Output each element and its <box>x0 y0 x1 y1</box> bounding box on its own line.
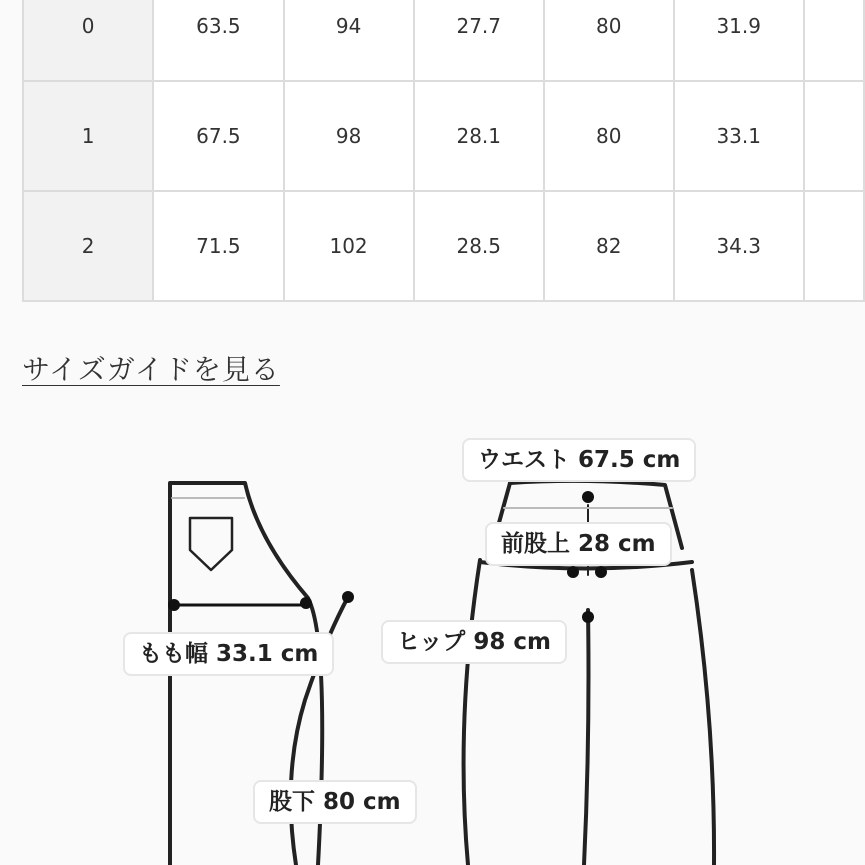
table-cell: 63.5 <box>153 0 283 81</box>
table-row <box>23 191 864 301</box>
table-cell: 27.7 <box>414 0 544 81</box>
table-cell: 94 <box>284 0 414 81</box>
table-row <box>23 81 864 191</box>
table-cell: 98 <box>284 81 414 191</box>
table-cell: 34.3 <box>674 191 804 301</box>
table-cell: 80 <box>544 81 674 191</box>
waist-measurement-label: ウエスト 67.5 cm <box>462 438 696 482</box>
size-cell: 1 <box>23 81 153 191</box>
table-cell: 28.5 <box>414 191 544 301</box>
table-cell: 67.5 <box>153 81 283 191</box>
size-table <box>22 0 865 302</box>
table-cell: 102 <box>284 191 414 301</box>
size-cell: 0 <box>23 0 153 81</box>
inseam-measurement-label: 股下 80 cm <box>253 780 417 824</box>
table-cell <box>804 81 864 191</box>
table-cell: 33.1 <box>674 81 804 191</box>
table-cell <box>804 0 864 81</box>
hip-measurement-label: ヒップ 98 cm <box>381 620 567 664</box>
pants-measurement-illustration <box>0 395 865 865</box>
table-cell: 80 <box>544 0 674 81</box>
front-rise-measurement-label: 前股上 28 cm <box>485 522 672 566</box>
table-cell: 71.5 <box>153 191 283 301</box>
size-guide-link[interactable]: サイズガイドを見る <box>22 353 280 386</box>
thigh-measurement-label: もも幅 33.1 cm <box>123 632 334 676</box>
size-cell: 2 <box>23 191 153 301</box>
table-cell <box>804 191 864 301</box>
table-cell: 31.9 <box>674 0 804 81</box>
table-cell: 82 <box>544 191 674 301</box>
table-cell: 28.1 <box>414 81 544 191</box>
table-row <box>23 0 864 81</box>
